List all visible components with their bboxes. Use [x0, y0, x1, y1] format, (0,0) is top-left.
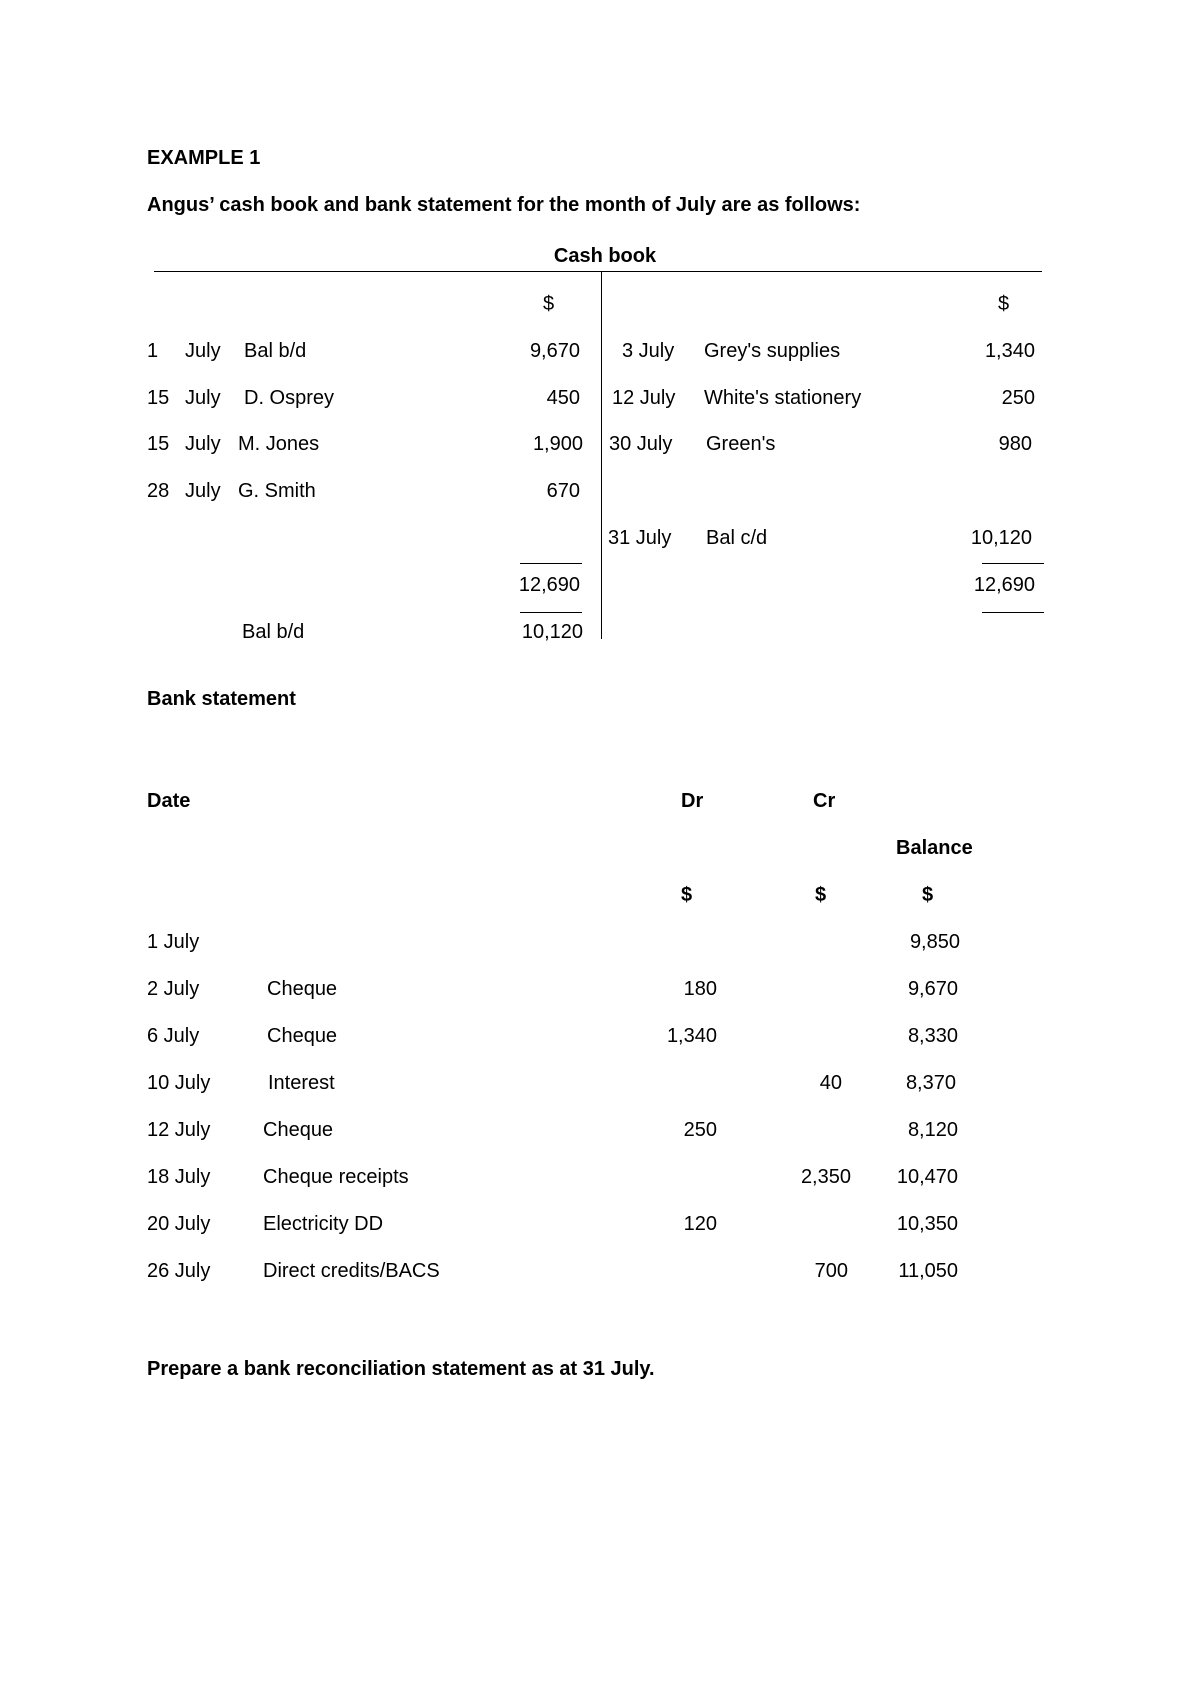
- credit-amount: 10,120: [970, 527, 1032, 549]
- bal-bd-label: Bal b/d: [242, 621, 305, 643]
- row-balance: 11,050: [898, 1260, 958, 1282]
- example-heading: EXAMPLE 1: [147, 147, 261, 169]
- row-balance: 9,670: [907, 978, 958, 1000]
- credit-date: 31 July: [608, 527, 672, 549]
- credit-date: 3 July: [622, 340, 675, 362]
- intro-text: Angus’ cash book and bank statement for the month of July are as follows:: [147, 194, 861, 216]
- credit-desc: White's stationery: [704, 387, 862, 409]
- row-balance: 8,120: [907, 1119, 958, 1141]
- row-date: 6 July: [147, 1025, 200, 1047]
- row-desc: Cheque receipts: [263, 1166, 409, 1188]
- debit-desc: M. Jones: [238, 433, 320, 455]
- debit-amount: 1,900: [532, 433, 583, 455]
- credit-amount: 980: [998, 433, 1032, 455]
- row-desc: Electricity DD: [263, 1213, 384, 1235]
- dr-currency: $: [681, 884, 693, 906]
- row-dr: 180: [683, 978, 717, 1000]
- credit-currency: $: [998, 293, 1010, 315]
- cash-book-title: Cash book: [553, 245, 657, 267]
- cash-book-top-rule: [154, 271, 1042, 272]
- row-dr: 1,340: [666, 1025, 717, 1047]
- debit-total-top-rule: [520, 563, 582, 564]
- debit-desc: D. Osprey: [244, 387, 335, 409]
- row-cr: 2,350: [800, 1166, 851, 1188]
- row-date: 10 July: [147, 1072, 211, 1094]
- row-date: 20 July: [147, 1213, 211, 1235]
- balance-currency: $: [922, 884, 934, 906]
- row-desc: Direct credits/BACS: [263, 1260, 440, 1282]
- header-cr: Cr: [813, 790, 836, 812]
- debit-month: July: [185, 340, 221, 362]
- debit-amount: 450: [546, 387, 580, 409]
- credit-desc: Green's: [706, 433, 776, 455]
- row-date: 1 July: [147, 931, 200, 953]
- credit-total-top-rule: [982, 563, 1044, 564]
- header-balance: Balance: [896, 837, 973, 859]
- debit-amount: 9,670: [529, 340, 580, 362]
- credit-amount: 1,340: [984, 340, 1035, 362]
- header-dr: Dr: [681, 790, 704, 812]
- row-date: 2 July: [147, 978, 200, 1000]
- row-date: 26 July: [147, 1260, 211, 1282]
- row-balance: 9,850: [909, 931, 960, 953]
- credit-amount: 250: [1001, 387, 1035, 409]
- debit-currency: $: [543, 293, 555, 315]
- row-dr: 250: [683, 1119, 717, 1141]
- row-desc: Cheque: [267, 1025, 338, 1047]
- row-balance: 10,350: [896, 1213, 958, 1235]
- row-balance: 8,330: [907, 1025, 958, 1047]
- row-cr: 40: [819, 1072, 842, 1094]
- debit-day: 1: [147, 340, 159, 362]
- cash-book-center-rule: [601, 271, 602, 639]
- debit-day: 15: [147, 433, 170, 455]
- bal-bd-amount: 10,120: [521, 621, 583, 643]
- bank-statement-title: Bank statement: [147, 688, 296, 710]
- row-desc: Cheque: [267, 978, 338, 1000]
- row-cr: 700: [814, 1260, 848, 1282]
- credit-date: 30 July: [609, 433, 673, 455]
- row-balance: 10,470: [896, 1166, 958, 1188]
- debit-desc: Bal b/d: [244, 340, 307, 362]
- debit-desc: G. Smith: [238, 480, 316, 502]
- credit-date: 12 July: [612, 387, 676, 409]
- row-date: 12 July: [147, 1119, 211, 1141]
- debit-total: 12,690: [518, 574, 580, 596]
- credit-total: 12,690: [973, 574, 1035, 596]
- credit-total-bottom-rule: [982, 612, 1044, 613]
- debit-month: July: [185, 480, 221, 502]
- debit-total-bottom-rule: [520, 612, 582, 613]
- row-dr: 120: [683, 1213, 717, 1235]
- cr-currency: $: [815, 884, 827, 906]
- debit-day: 28: [147, 480, 170, 502]
- header-date: Date: [147, 790, 191, 812]
- debit-month: July: [185, 387, 221, 409]
- debit-day: 15: [147, 387, 170, 409]
- row-date: 18 July: [147, 1166, 211, 1188]
- debit-amount: 670: [546, 480, 580, 502]
- credit-desc: Bal c/d: [706, 527, 768, 549]
- instruction-text: Prepare a bank reconciliation statement as at 31 July.: [147, 1358, 655, 1380]
- row-desc: Cheque: [263, 1119, 334, 1141]
- debit-month: July: [185, 433, 221, 455]
- row-balance: 8,370: [905, 1072, 956, 1094]
- credit-desc: Grey's supplies: [704, 340, 841, 362]
- row-desc: Interest: [268, 1072, 335, 1094]
